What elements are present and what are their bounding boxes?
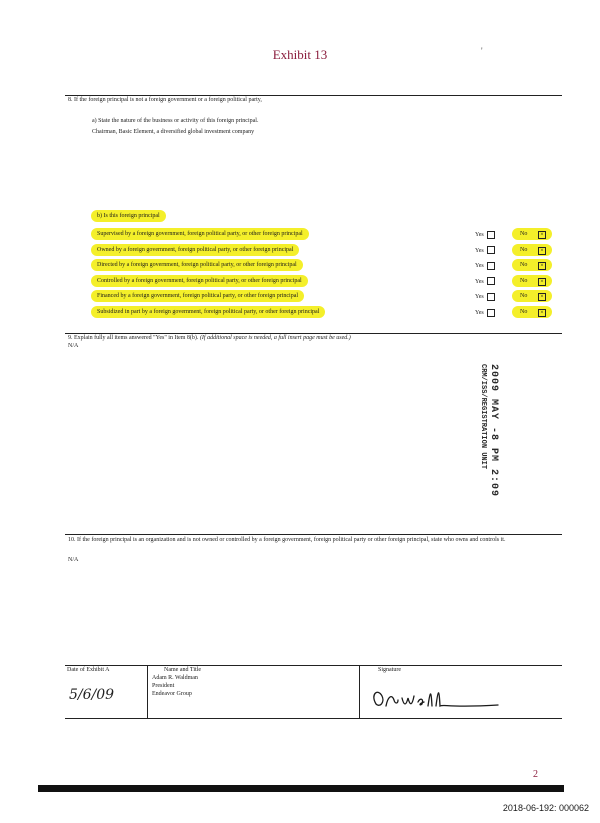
stray-mark: ' <box>481 46 483 56</box>
yes-checkbox <box>487 262 495 270</box>
question-10-text: 10. If the foreign principal is an organization and is not owned or controlled by a foreign government, foreign political party or other foreign principal, state who owns and controls it. <box>68 537 506 543</box>
no-label: No <box>520 246 528 253</box>
signer-title: President <box>152 683 175 689</box>
footer-bar <box>38 785 564 792</box>
signer-org: Endeavor Group <box>152 691 192 697</box>
question-8b-item-label: Controlled by a foreign government, foreign political party, or other foreign principal <box>91 275 308 287</box>
yes-label: Yes <box>475 294 484 301</box>
signature-block <box>65 665 562 719</box>
no-checkbox-checked: × <box>538 247 546 255</box>
page-number: 2 <box>533 769 538 780</box>
question-9-note: (If additional space is needed, a full insert page must be used.) <box>199 335 351 341</box>
no-checkbox-checked: × <box>538 293 546 301</box>
handwritten-signature <box>368 678 518 716</box>
no-checkbox-checked: × <box>538 262 546 270</box>
question-8b-item-label: Directed by a foreign government, foreign political party, or other foreign principal <box>91 259 303 271</box>
yes-label: Yes <box>475 263 484 270</box>
yes-option <box>475 229 495 241</box>
date-header: Date of Exhibit A <box>67 667 110 673</box>
yes-checkbox <box>487 231 495 239</box>
stamp-date: 2009 MAY -8 PM 2:09 <box>488 364 499 498</box>
question-8b-item-label: Subsidized in part by a foreign government, foreign political party, or other foreign principal <box>91 306 325 318</box>
yes-option <box>475 245 495 257</box>
question-10-answer: N/A <box>68 557 79 563</box>
yes-checkbox <box>487 309 495 317</box>
no-label: No <box>520 231 528 237</box>
yes-label: Yes <box>475 232 484 238</box>
question-8b-row <box>91 305 561 319</box>
date-value: 5/6/09 <box>69 687 115 703</box>
no-checkbox-checked: × <box>538 278 546 286</box>
yes-checkbox <box>487 246 495 254</box>
no-option <box>512 228 552 240</box>
no-option <box>512 290 552 302</box>
no-checkbox-checked: × <box>538 231 546 239</box>
no-label: No <box>520 277 528 284</box>
question-8a-answer: Chairman, Basic Element, a diversified global investment company <box>92 129 255 135</box>
date-column <box>67 666 147 718</box>
section-divider <box>65 333 562 334</box>
no-label: No <box>520 293 528 300</box>
signature-column <box>359 666 578 718</box>
name-header: Name and Title <box>164 667 201 673</box>
question-8b-row <box>91 289 561 303</box>
yes-option <box>475 276 495 288</box>
no-label: No <box>520 262 528 269</box>
no-option <box>512 275 552 287</box>
section-divider <box>65 95 562 96</box>
yes-checkbox <box>487 293 495 301</box>
question-9-text <box>68 335 568 341</box>
no-option <box>512 259 552 271</box>
signature-header: Signature <box>378 667 401 673</box>
stamp-unit: CRM/ISS/REGISTRATION UNIT <box>479 364 487 470</box>
question-8b-item-label: Supervised by a foreign government, foreign political party, or other foreign principal <box>91 228 309 240</box>
question-8-text: 8. If the foreign principal is not a foreign government or a foreign political party, <box>68 97 262 103</box>
question-8b-item-label: Financed by a foreign government, foreign political party, or other foreign principal <box>91 290 304 302</box>
question-8b-row <box>91 243 561 257</box>
bates-number: 2018-06-192: 000062 <box>502 803 589 813</box>
received-stamp <box>477 364 507 524</box>
question-9-answer: N/A <box>68 343 79 349</box>
question-9-label: 9. Explain fully all items answered "Yes" in Item 8(b). <box>68 335 199 341</box>
no-option <box>512 306 552 318</box>
exhibit-title: Exhibit 13 <box>272 47 328 62</box>
yes-label: Yes <box>475 247 484 254</box>
yes-label: Yes <box>475 310 484 316</box>
question-8b-row <box>91 258 561 272</box>
yes-option <box>475 291 495 303</box>
question-8b-row <box>91 227 561 241</box>
question-8b-row <box>91 274 561 288</box>
name-title-lines <box>152 674 198 698</box>
signer-name: Adam R. Waldman <box>152 675 198 681</box>
yes-option <box>475 260 495 272</box>
yes-option <box>475 307 495 319</box>
name-column <box>147 666 360 718</box>
yes-label: Yes <box>475 278 484 285</box>
yes-checkbox <box>487 277 495 285</box>
no-checkbox-checked: × <box>538 309 546 317</box>
section-divider <box>65 534 562 535</box>
question-8b-item-label: Owned by a foreign government, foreign political party, or other foreign principal <box>91 244 299 256</box>
question-8a-text: a) State the nature of the business or activity of this foreign principal. <box>92 118 259 124</box>
no-option <box>512 244 552 256</box>
question-8b-text: b) Is this foreign principal <box>91 210 166 222</box>
no-label: No <box>520 309 528 315</box>
